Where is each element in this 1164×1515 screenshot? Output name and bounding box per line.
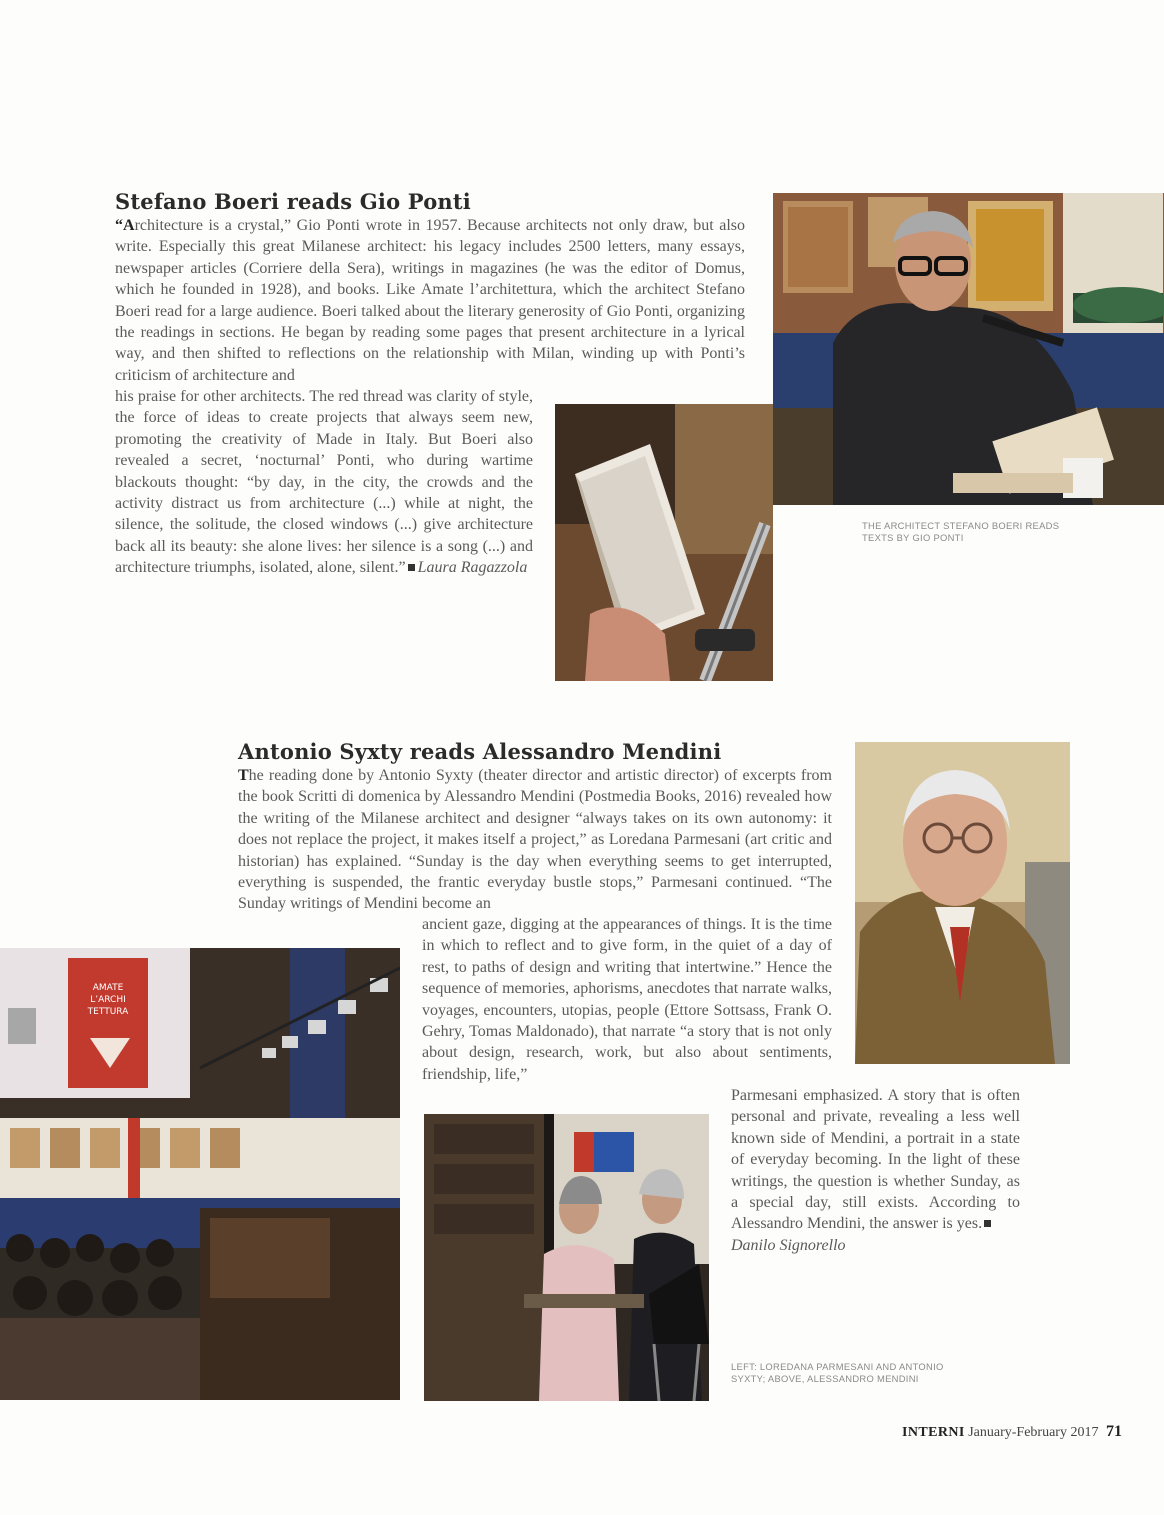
article-2-body-narrow bbox=[731, 1085, 1020, 1256]
article-2-body-wide bbox=[238, 765, 832, 915]
drop-cap: T bbox=[238, 767, 249, 784]
end-mark-icon bbox=[984, 1220, 991, 1227]
article-2-text-narrow: Parmesani emphasized. A story that is often personal and private, revealing a less well known side of Mendini, a portrait in a state of everyday becoming. In the light of these writings, the question is whether Sunday, as a special day, still exists. According to Alessandro Mendini, the answer is yes. bbox=[731, 1087, 1020, 1233]
issue-date: January-February 2017 bbox=[968, 1425, 1099, 1440]
article-2-title: Antonio Syxty reads Alessandro Mendini bbox=[238, 739, 722, 764]
end-mark-icon bbox=[408, 564, 415, 571]
page-footer bbox=[902, 1423, 1122, 1441]
article-2-text-wide: he reading done by Antonio Syxty (theater director and artistic director) of excerpts from the book Scritti di domenica by Alessandro Mendini (Postmedia Books, 2016) revealed how the writing of the Milanese architect and designer “always takes on its own autonomy: it does not replace the project, it makes itself a project,” as Loredana Parmesani (art critic and historian) has explained. “Sunday is the day when everything seems to get interrupted, everything is suspended, the frantic everyday bustle stops,” Parmesani continued. “The Sunday writings of Mendini become an bbox=[238, 767, 832, 913]
photo-boeri-reading bbox=[773, 193, 1164, 505]
article-1-byline: Laura Ragazzola bbox=[417, 559, 528, 577]
article-1-body-wide bbox=[115, 215, 745, 386]
page-number: 71 bbox=[1105, 1423, 1122, 1440]
photo-mendini-portrait bbox=[855, 742, 1070, 1064]
article-1-text-wide: rchitecture is a crystal,” Gio Ponti wrote in 1957. Because architects not only draw, but also write. Especially this great Milanese architect: his legacy includes 2500 letters, many essays, newspaper articles (Corriere della Sera), writings in magazines (he was the editor of Domus, which he founded in 1928), and books. Like Amate l’architettura, which the architect Stefano Boeri read for a large audience. Boeri talked about the literary generosity of Gio Ponti, organizing the readings in sections. He began by reading some pages that present architecture in a lyrical way, and then shifted to reflections on the relationship with Milan, winding up with Ponti’s criticism of architecture and bbox=[115, 217, 745, 384]
article-1-body-narrow bbox=[115, 386, 533, 579]
article-1-text-narrow: his praise for other architects. The red thread was clarity of style, the force of ideas to create projects that always seem new, promoting the creativity of Made in Italy. But Boeri also revealed a secret, ‘nocturnal’ Ponti, who during wartime blackouts thought: “by day, in the city, the crowds and the activity distract us from architecture (...) while at night, the silence, the solitude, the closed windows (...) give architecture back all its beauty: she alone lives: her silence is a song (...) and architecture triumphs, isolated, alone, silent.” bbox=[115, 388, 533, 577]
photo-audience-hall bbox=[0, 948, 400, 1400]
article-2-body-mid bbox=[422, 914, 832, 1085]
article-2-caption: LEFT: LOREDANA PARMESANI AND ANTONIO SYXTY; ABOVE, ALESSANDRO MENDINI bbox=[731, 1361, 944, 1384]
photo-book-in-hand bbox=[555, 404, 773, 681]
article-2-text-mid: ancient gaze, digging at the appearances of things. It is the time in which to reflect and to give form, in the quiet of a day of rest, to paths of design and writing that intertwine.” Hence the sequence of memories, aphorisms, anecdotes that narrate walks, voyages, encounters, utopias, people (Ettore Sottsass, Frank O. Gehry, Tomas Maldonado), that narrate “a story that is not only about design, research, work, but also about sentiments, friendship, life,” bbox=[422, 916, 832, 1083]
article-1-title: Stefano Boeri reads Gio Ponti bbox=[115, 189, 471, 214]
drop-cap: “A bbox=[115, 217, 135, 234]
book-cover-text: AMATE L’ARCHI TETTURA bbox=[87, 983, 129, 1017]
article-1-caption: THE ARCHITECT STEFANO BOERI READS TEXTS BY GIO PONTI bbox=[862, 520, 1060, 543]
article-2-byline: Danilo Signorello bbox=[731, 1236, 846, 1254]
photo-parmesani-syxty bbox=[424, 1114, 709, 1401]
magazine-name: INTERNI bbox=[902, 1425, 965, 1440]
